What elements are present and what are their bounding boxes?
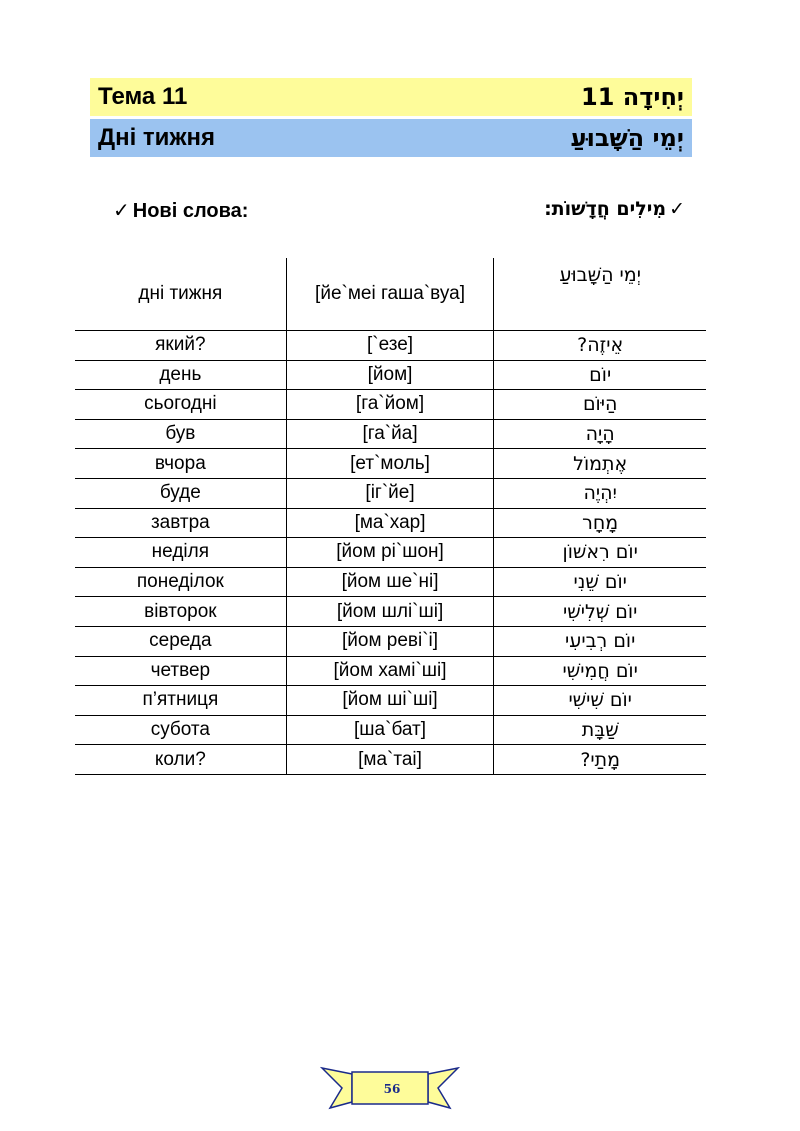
new-words-label: Нові слова: [132,200,249,222]
word-ukrainian: понеділок [75,567,286,597]
word-hebrew: יוֹם רִאשׁוֹן [494,538,706,568]
checkmark-icon: ✓ [669,198,685,220]
header-hebrew: יְמֵי הַשָּׁבוּעַ [494,258,706,331]
word-transliteration: [ма`хар] [286,508,494,538]
page-title: Дні тижня [98,124,215,151]
word-hebrew: יוֹם שִׁישִׁי [494,686,706,716]
word-ukrainian: четвер [75,656,286,686]
table-row [75,508,706,538]
word-ukrainian: середа [75,626,286,656]
table-row [75,538,706,568]
table-row [75,656,706,686]
word-transliteration: [йом шлі`ші] [286,597,494,627]
word-ukrainian: вівторок [75,597,286,627]
word-transliteration: [йом реві`і] [286,626,494,656]
word-hebrew: אֶתְמוֹל [494,449,706,479]
topic-label: Тема 11 [98,83,188,110]
word-transliteration: [йом ше`ні] [286,567,494,597]
word-transliteration: [йом рі`шон] [286,538,494,568]
page-title-hebrew: יְמֵי הַשָּׁבוּעַ [570,124,684,152]
table-row [75,626,706,656]
ribbon-left-tail [322,1068,352,1108]
table-row [75,715,706,745]
word-transliteration: [йом ші`ші] [286,686,494,716]
word-transliteration: [`езе] [286,331,494,361]
table-header-row [75,258,706,331]
word-ukrainian: вчора [75,449,286,479]
word-ukrainian: який? [75,331,286,361]
word-ukrainian: завтра [75,508,286,538]
new-words-heading [110,198,248,223]
table-row [75,449,706,479]
topic-label-hebrew: יְחִידָה 11 [581,83,684,111]
word-ukrainian: день [75,360,286,390]
page-number: 56 [383,1082,401,1096]
vocabulary-table [75,258,706,775]
word-transliteration: [ма`таі] [286,745,494,775]
table-row [75,686,706,716]
header-ukrainian: дні тижня [75,258,286,331]
word-ukrainian: коли? [75,745,286,775]
new-words-heading-hebrew [544,198,688,220]
word-transliteration: [ша`бат] [286,715,494,745]
word-hebrew: מָחָר [494,508,706,538]
word-ukrainian: неділя [75,538,286,568]
title-band [90,119,692,157]
word-hebrew: הַיּוֹם [494,390,706,420]
table-row [75,567,706,597]
word-transliteration: [йом] [286,360,494,390]
word-ukrainian: був [75,419,286,449]
word-hebrew: יוֹם שֵׁנִי [494,567,706,597]
word-hebrew: מָתַי? [494,745,706,775]
word-transliteration: [ет`моль] [286,449,494,479]
word-ukrainian: субота [75,715,286,745]
table-row [75,360,706,390]
word-hebrew: יוֹם שְׁלִישִׁי [494,597,706,627]
word-hebrew: יוֹם חֲמִישִׁי [494,656,706,686]
ribbon-right-tail [428,1068,458,1108]
word-hebrew: יוֹם רְבִיעִי [494,626,706,656]
word-hebrew: אֵיזֶה? [494,331,706,361]
word-transliteration: [га`йом] [286,390,494,420]
new-words-label-hebrew: מִילִים חֲדָשׁוֹת: [544,198,667,220]
header-transliteration: [йе`меі гаша`вуа] [286,258,494,331]
table-row [75,390,706,420]
word-hebrew: הָיָה [494,419,706,449]
checkmark-icon: ✓ [113,200,130,222]
word-ukrainian: буде [75,478,286,508]
word-ukrainian: п’ятниця [75,686,286,716]
topic-band [90,78,692,116]
word-ukrainian: сьогодні [75,390,286,420]
table-row [75,478,706,508]
word-hebrew: שַׁבָּת [494,715,706,745]
word-transliteration: [га`йа] [286,419,494,449]
table-row [75,331,706,361]
table-row [75,419,706,449]
word-transliteration: [іг`йе] [286,478,494,508]
word-hebrew: יוֹם [494,360,706,390]
word-hebrew: יִהְיֶה [494,478,706,508]
table-row [75,745,706,775]
table-row [75,597,706,627]
word-transliteration: [йом хамі`ші] [286,656,494,686]
